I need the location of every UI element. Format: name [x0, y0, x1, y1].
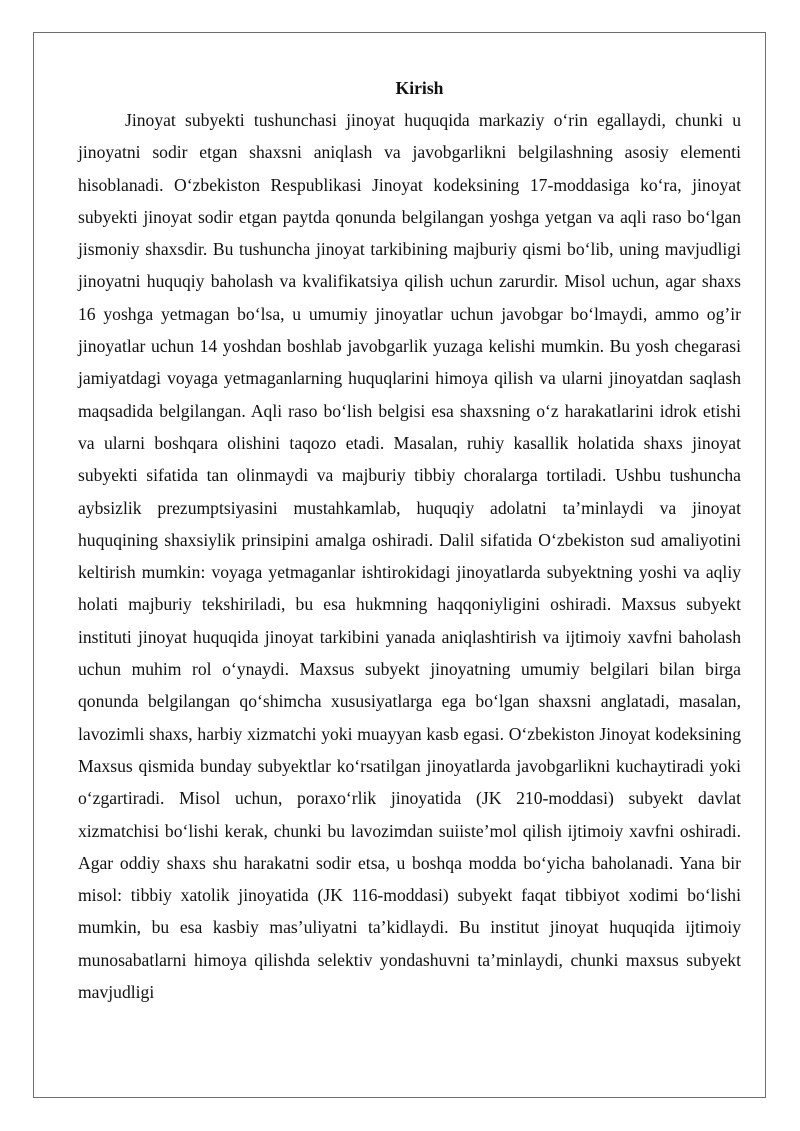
document-title: Kirish	[395, 78, 444, 98]
document-paragraph: Jinoyat subyekti tushunchasi jinoyat huquqida markaziy o‘rin egallaydi, chunki u jinoyatni sodir etgan shaxsni aniqlash va javobgarlikni belgilashning asosiy elementi hisoblanadi. O‘zbekiston Respublikasi Jinoyat kodeksining 17-moddasiga ko‘ra, jinoyat subyekti jinoyat sodir etgan paytda qonunda belgilangan yoshga yetgan va aqli raso bo‘lgan jismoniy shaxsdir. Bu tushuncha jinoyat tarkibining majburiy qismi bo‘lib, uning mavjudligi jinoyatni huquqiy baholash va kvalifikatsiya qilish uchun zarurdir. Misol uchun, agar shaxs 16 yoshga yetmagan bo‘lsa, u umumiy jinoyatlar uchun javobgar bo‘lmaydi, ammo og’ir jinoyatlar uchun 14 yoshdan boshlab javobgarlik yuzaga kelishi mumkin. Bu yosh chegarasi jamiyatdagi voyaga yetmaganlarning huquqlarini himoya qilish va ularni jinoyatdan saqlash maqsadida belgilangan. Aqli raso bo‘lish belgisi esa shaxsning o‘z harakatlarini idrok etishi va ularni boshqara olishini taqozo etadi. Masalan, ruhiy kasallik holatida shaxs jinoyat subyekti sifatida tan olinmaydi va majburiy tibbiy choralarga tortiladi. Ushbu tushuncha aybsizlik prezumptsiyasini mustahkamlab, huquqiy adolatni ta’minlaydi va jinoyat huquqining shaxsiylik prinsipini amalga oshiradi. Dalil sifatida O‘zbekiston sud amaliyotini keltirish mumkin: voyaga yetmaganlar ishtirokidagi jinoyatlarda subyektning yoshi va aqliy holati majburiy tekshiriladi, bu esa hukmning haqqoniyligini oshiradi. Maxsus subyekt instituti jinoyat huquqida jinoyat tarkibini yanada aniqlashtirish va ijtimoiy xavfni baholash uchun muhim rol o‘ynaydi. Maxsus subyekt jinoyatning umumiy belgilari bilan birga qonunda belgilangan qo‘shimcha xususiyatlarga ega bo‘lgan shaxsni anglatadi, masalan, lavozimli shaxs, harbiy xizmatchi yoki muayyan kasb egasi. O‘zbekiston Jinoyat kodeksining Maxsus qismida bunday subyektlar ko‘rsatilgan jinoyatlarda javobgarlikni kuchaytiradi yoki o‘zgartiradi. Misol uchun, poraxo‘rlik jinoyatida (JK 210-moddasi) subyekt davlat xizmatchisi bo‘lishi kerak, chunki bu lavozimdan suiiste’mol qilish ijtimoiy xavfni oshiradi. Agar oddiy shaxs shu harakatni sodir etsa, u boshqa modda bo‘yicha baholanadi. Yana bir misol: tibbiy xatolik jinoyatida (JK 116-moddasi) subyekt faqat tibbiyot xodimi bo‘lishi mumkin, bu esa kasbiy mas’uliyatni ta’kidlaydi. Bu institut jinoyat huquqida ijtimoiy munosabatlarni himoya qilishda selektiv yondashuvni ta’minlaydi, chunki maxsus subyekt mavjudligi	[78, 110, 741, 1003]
document-body	[78, 72, 741, 1008]
